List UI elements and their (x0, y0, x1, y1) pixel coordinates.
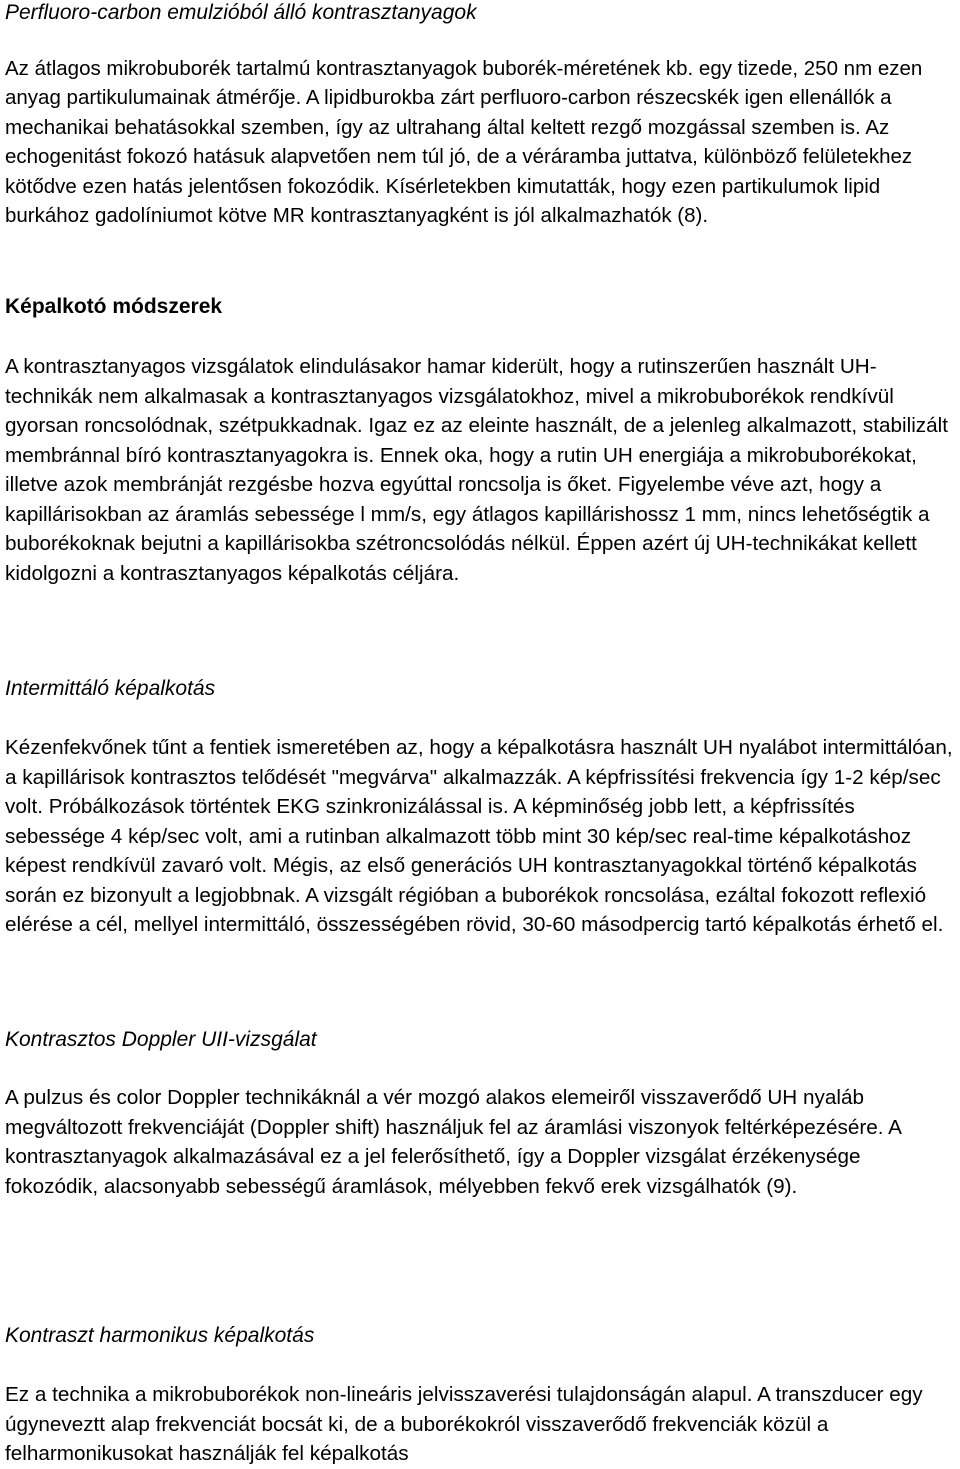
section-paragraph-doppler: A pulzus és color Doppler technikáknál a vér mozgó alakos elemeiről visszaverődő UH nyaláb megváltozott frekvenciáját (Doppler shift) használjuk fel az áramlási viszonyok feltérképezésére. A kontrasztanyagok alkalmazásával ez a jel felerősíthető, így a Doppler vizsgálat érzékenysége fokozódik, alacsonyabb sebességű áramlások, mélyebben fekvő erek vizsgálhatók (9). (5, 1086, 901, 1198)
section-paragraph-kepalkoto: A kontrasztanyagos vizsgálatok elindulásakor hamar kiderült, hogy a rutinszerűen használt UH-technikák nem alkalmasak a kontrasztanyagos vizsgálatokhoz, mivel a mikrobuborékok rendkívül gyorsan roncsolódnak, szétpukkadnak. Igaz ez az eleinte használt, de a jelenleg alkalmazott, stabilizált membránnal bíró kontrasztanyagokra is. Ennek oka, hogy a rutin UH energiája a mikrobuborékokat, illetve azok membránját rezgésbe hozva egyúttal roncsolja is őket. Figyelembe véve azt, hogy a kapillárisokban az áramlás sebessége l mm/s, egy átlagos kapillárishossz 1 mm, nincs lehetőségtik a buborékoknak bejutni a kapillárisokba szétroncsolódás nélkül. Éppen azért új UH-technikákat kellett kidolgozni a kontrasztanyagos képalkotás céljára. (5, 355, 948, 585)
section-heading-perfluoro: Perfluoro-carbon emulzióból álló kontrasztanyagok (5, 1, 477, 24)
section-heading-harmonikus: Kontraszt harmonikus képalkotás (5, 1324, 315, 1347)
section-paragraph-harmonikus: Ez a technika a mikrobuborékok non-lineáris jelvisszaverési tulajdonságán alapul. A transzducer egy úgyneveztt alap frekvenciát bocsát ki, de a buborékokról visszaverődő frekvenciák közül a felharmonikusokat használják fel képalkotás (5, 1383, 923, 1465)
section-heading-kepalkoto: Képalkotó módszerek (5, 295, 223, 318)
section-heading-intermittalo: Intermittáló képalkotás (5, 677, 216, 700)
section-paragraph-perfluoro: Az átlagos mikrobuborék tartalmú kontrasztanyagok buborék-méretének kb. egy tizede, 250 nm ezen anyag partikulumainak átmérője. A lipidburokba zárt perfluoro-carbon részecskék igen ellenállók a mechanikai behatásokkal szemben, így az ultrahang által keltett rezgő mozgással szemben is. Az echogenitást fokozó hatásuk alapvetően nem túl jó, de a véráramba juttatva, különböző felületekhez kötődve ezen hatás jelentősen fokozódik. Kísérletekben kimutatták, hogy ezen partikulumok lipid burkához gadolíniumot kötve MR kontrasztanyagként is jól alkalmazhatók (8). (5, 57, 923, 228)
section-heading-doppler: Kontrasztos Doppler UII-vizsgálat (5, 1028, 317, 1051)
section-paragraph-intermittalo: Kézenfekvőnek tűnt a fentiek ismeretében az, hogy a képalkotásra használt UH nyalábot intermittálóan, a kapillárisok kontrasztos telődését "megvárva" alkalmazzák. A képfrissítési frekvencia így 1-2 kép/sec volt. Próbálkozások történtek EKG szinkronizálással is. A képminőség jobb lett, a képfrissítés sebessége 4 kép/sec volt, ami a rutinban alkalmazott több mint 30 kép/sec real-time képalkotáshoz képest rendkívül zavaró volt. Mégis, az első generációs UH kontrasztanyagokkal történő képalkotás során ez bizonyult a legjobbnak. A vizsgált régióban a buborékok roncsolása, ezáltal fokozott reflexió elérése a cél, mellyel intermittáló, összességében rövid, 30-60 másodpercig tartó képalkotás érhető el. (5, 736, 953, 936)
